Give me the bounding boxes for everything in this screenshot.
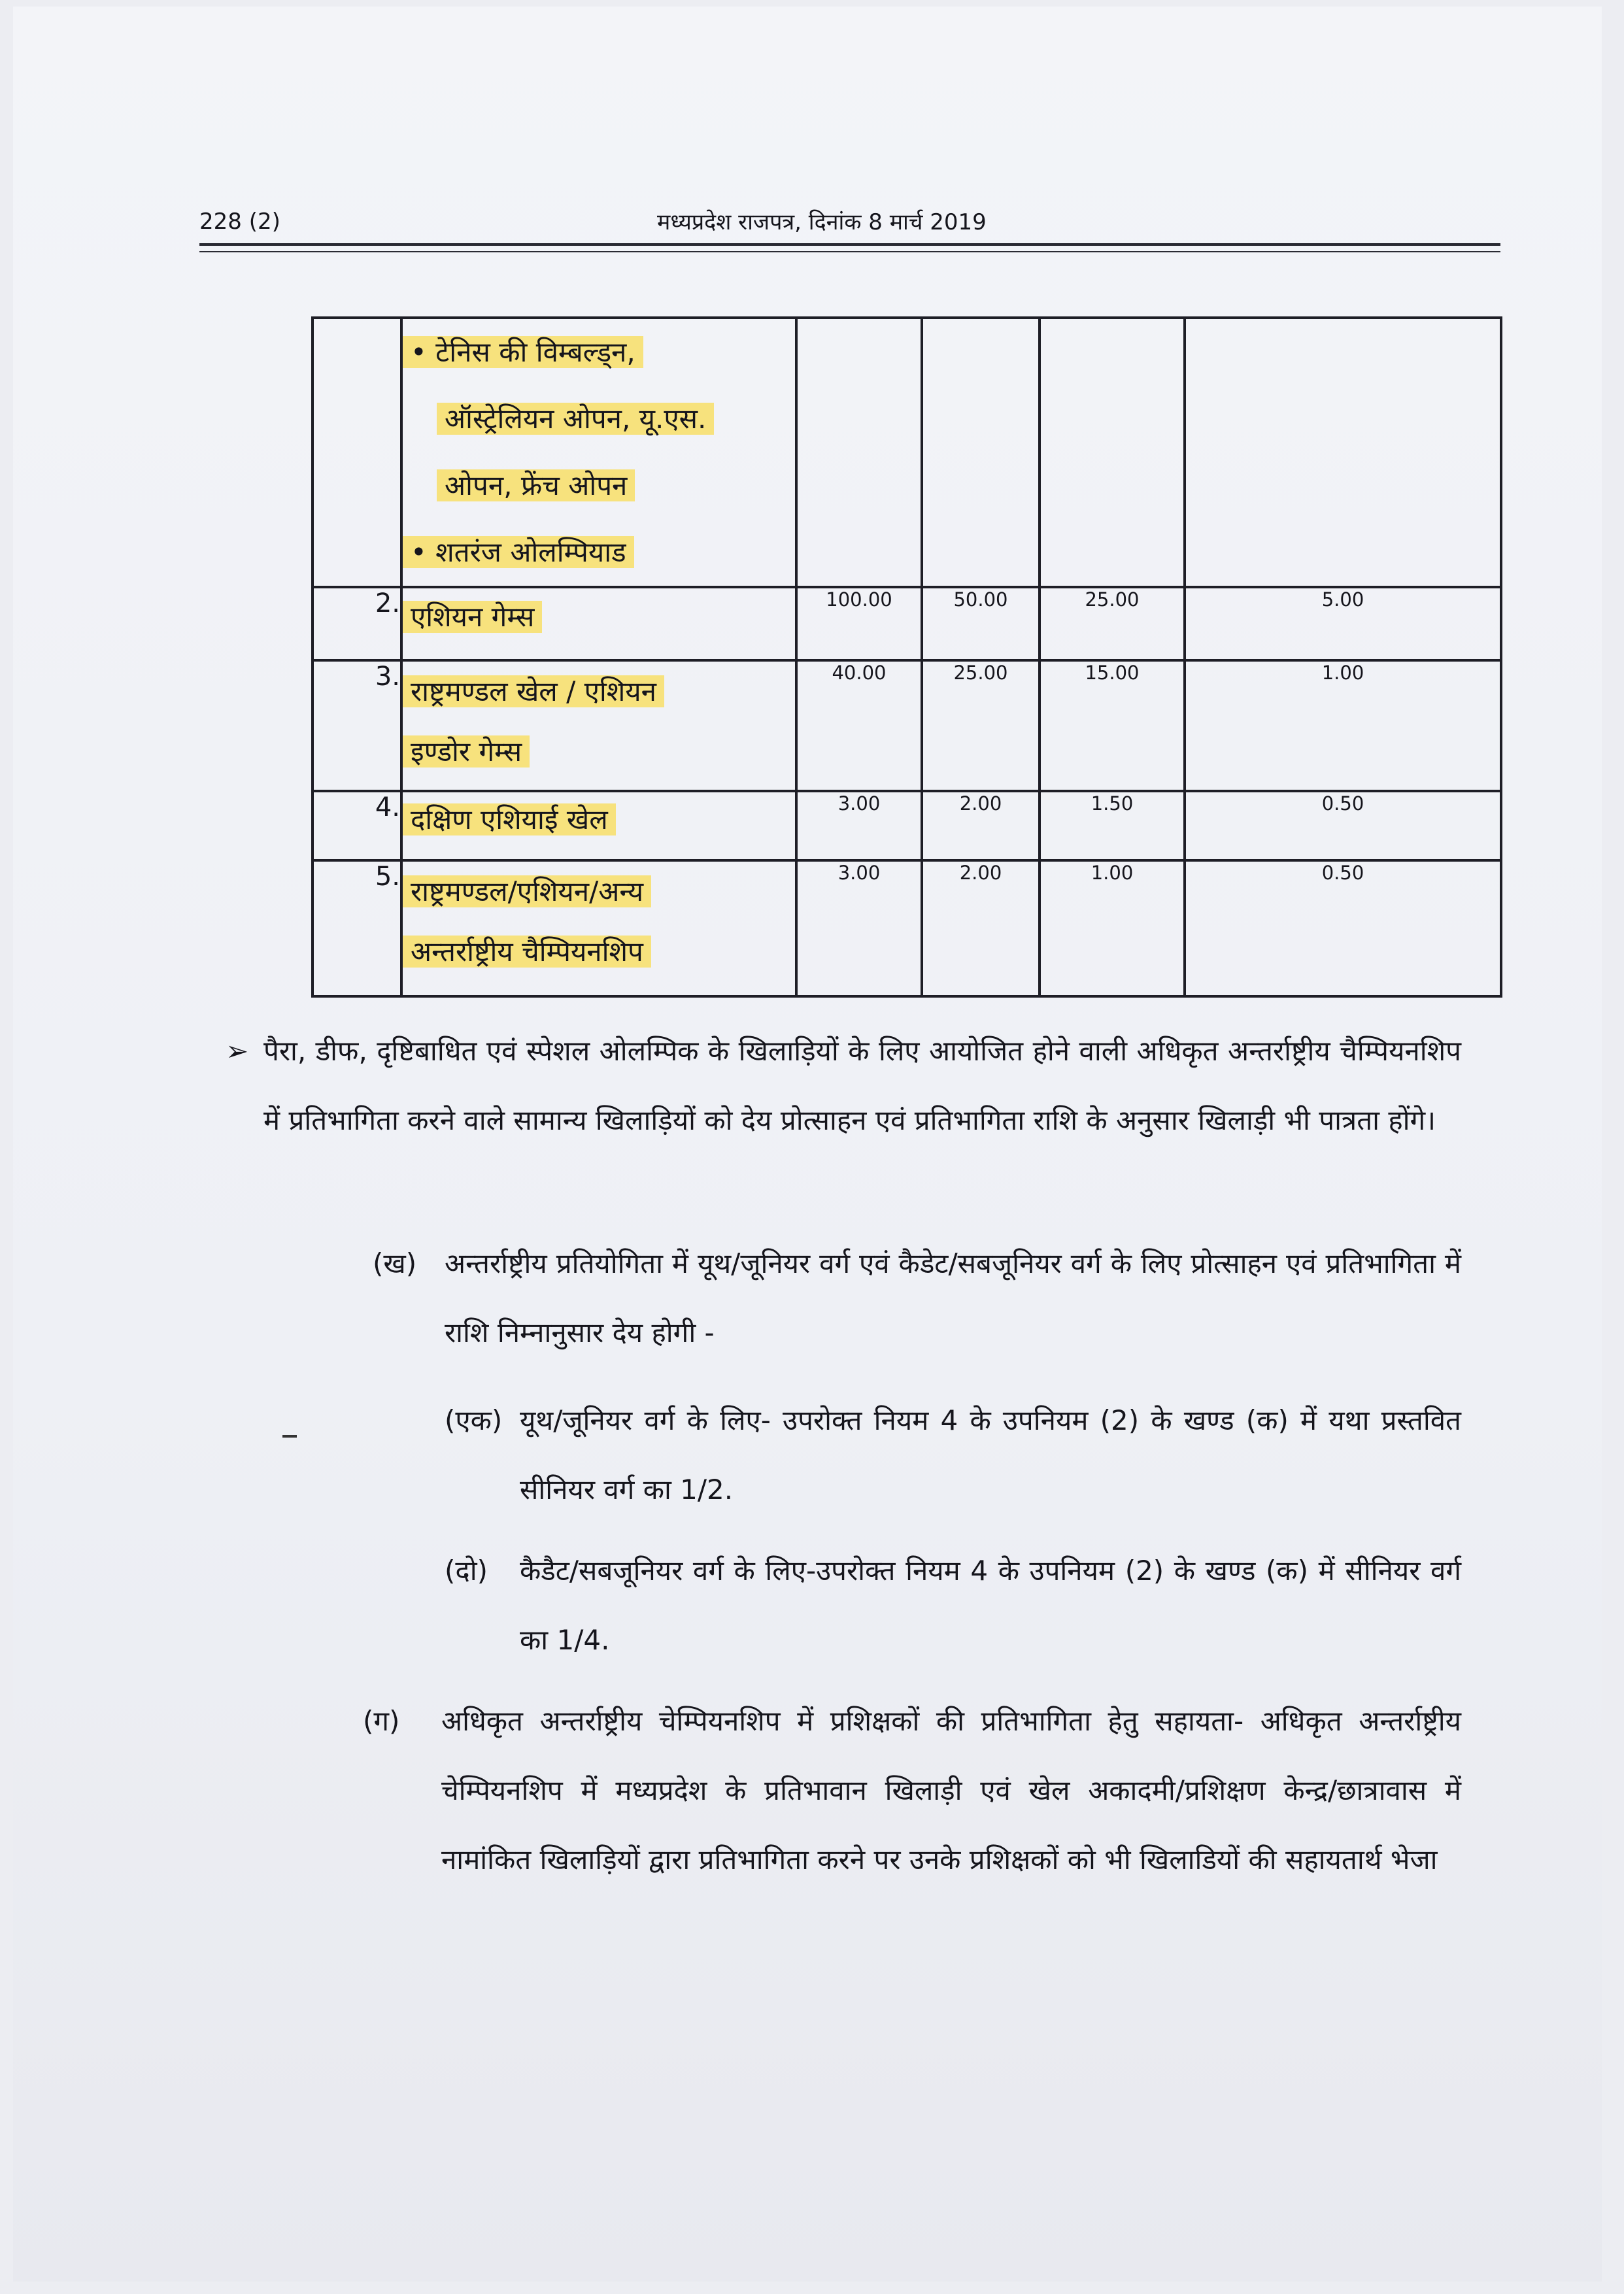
subclause-do (445, 1536, 1461, 1675)
gazette-title: मध्यप्रदेश राजपत्र, दिनांक 8 मार्च 2019 (657, 209, 987, 235)
table-row (313, 318, 1501, 587)
para-disabled-athletes (226, 1017, 1461, 1155)
event-line: • शतरंज ओलम्पियाड (403, 536, 634, 568)
value-cell: 1.50 (1040, 791, 1185, 860)
serial-cell: 3. (313, 660, 401, 791)
event-cell (401, 318, 796, 587)
clause-text: अधिकृत अन्तर्राष्ट्रीय चेम्पियनशिप में प्रशिक्षकों की प्रतिभागिता हेतु सहायता- अधिकृत अन्तर्राष्ट्रीय चेम्पियनशिप में मध्यप्रदेश के प्रतिभावान खिलाड़ी एवं खेल अकादमी/प्रशिक्षण केन्द्र/छात्रावास में नामांकित खिलाड़ियों द्वारा प्रतिभागिता करने पर उनके प्रशिक्षकों को भी खिलाडियों की सहायतार्थ भेजा (441, 1705, 1461, 1876)
serial-cell: 2. (313, 587, 401, 660)
value-cell: 100.00 (796, 587, 922, 660)
serial-cell (313, 318, 401, 587)
clause-label: (ख) (373, 1247, 417, 1279)
value-cell (922, 318, 1040, 587)
clause-label: (ग) (363, 1705, 400, 1737)
value-cell: 3.00 (796, 860, 922, 996)
value-cell: 3.00 (796, 791, 922, 860)
clause-ga (363, 1687, 1461, 1895)
arrow-bullet-icon: ➢ (226, 1035, 249, 1067)
clause-label: (एक) (445, 1404, 503, 1436)
event-line: दक्षिण एशियाई खेल (403, 803, 616, 835)
subclause-ek (445, 1386, 1461, 1525)
table-row (313, 860, 1501, 996)
event-line: एशियन गेम्स (403, 601, 542, 633)
header-rule-thick (199, 243, 1500, 246)
value-cell: 50.00 (922, 587, 1040, 660)
table-row (313, 587, 1501, 660)
value-cell: 2.00 (922, 791, 1040, 860)
event-line: अन्तर्राष्ट्रीय चैम्पियनशिप (403, 936, 651, 968)
event-line: ओपन, फ्रेंच ओपन (437, 469, 635, 501)
value-cell: 5.00 (1185, 587, 1501, 660)
event-line: राष्ट्रमण्डल/एशियन/अन्य (403, 875, 651, 907)
event-cell (401, 587, 796, 660)
page-header (199, 199, 1500, 245)
value-cell (1040, 318, 1185, 587)
header-rule-thin (199, 251, 1500, 252)
value-cell: 15.00 (1040, 660, 1185, 791)
event-line: • टेनिस की विम्बल्ड्न, (403, 336, 643, 368)
value-cell (1185, 318, 1501, 587)
value-cell: 1.00 (1185, 660, 1501, 791)
margin-dash (282, 1435, 297, 1438)
clause-kha (373, 1229, 1461, 1368)
event-cell (401, 860, 796, 996)
prize-table (311, 316, 1502, 998)
value-cell: 40.00 (796, 660, 922, 791)
value-cell: 0.50 (1185, 791, 1501, 860)
clause-text: अन्तर्राष्ट्रीय प्रतियोगिता में यूथ/जूनियर वर्ग एवं कैडेट/सबजूनियर वर्ग के लिए प्रोत्साहन एवं प्रतिभागिता में राशि निम्नानुसार देय होगी - (445, 1247, 1461, 1349)
table-row (313, 791, 1501, 860)
value-cell: 1.00 (1040, 860, 1185, 996)
serial-cell: 5. (313, 860, 401, 996)
paragraph-text: पैरा, डीफ, दृष्टिबाधित एवं स्पेशल ओलम्पिक के खिलाड़ियों के लिए आयोजित होने वाली अधिकृत अन्तर्राष्ट्रीय चैम्पियनशिप में प्रतिभागिता करने वाले सामान्य खिलाड़ियों को देय प्रोत्साहन एवं प्रतिभागिता राशि के अनुसार खिलाड़ी भी पात्रता होंगे। (263, 1035, 1461, 1136)
clause-text: यूथ/जूनियर वर्ग के लिए- उपरोक्त नियम 4 के उपनियम (2) के खण्ड (क) में यथा प्रस्तवित सीनियर वर्ग का 1/2. (520, 1404, 1461, 1506)
value-cell: 25.00 (1040, 587, 1185, 660)
page-number: 228 (2) (199, 209, 280, 235)
clause-text: कैडैट/सबजूनियर वर्ग के लिए-उपरोक्त नियम 4 के उपनियम (2) के खण्ड (क) में सीनियर वर्ग का 1/4. (520, 1555, 1461, 1656)
clause-label: (दो) (445, 1555, 488, 1587)
value-cell: 2.00 (922, 860, 1040, 996)
event-cell (401, 791, 796, 860)
table-row (313, 660, 1501, 791)
serial-cell: 4. (313, 791, 401, 860)
event-line: इण्डोर गेम्स (403, 735, 530, 767)
event-line: ऑस्ट्रेलियन ओपन, यू.एस. (437, 403, 714, 435)
event-line: राष्ट्रमण्डल खेल / एशियन (403, 675, 664, 707)
value-cell: 0.50 (1185, 860, 1501, 996)
event-cell (401, 660, 796, 791)
value-cell: 25.00 (922, 660, 1040, 791)
value-cell (796, 318, 922, 587)
